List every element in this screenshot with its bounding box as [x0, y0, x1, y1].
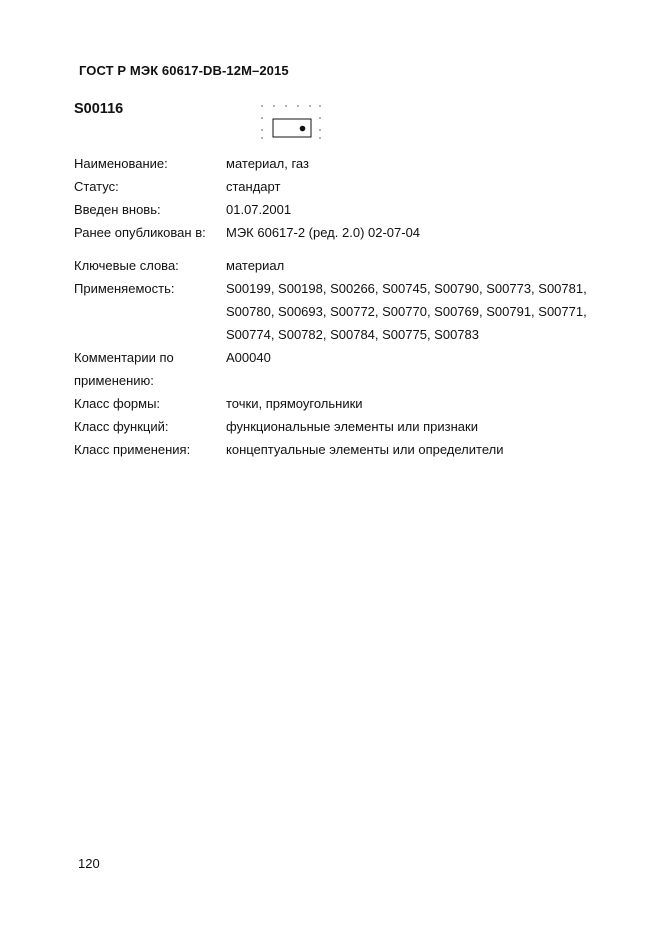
field-label: Ранее опубликован в: — [74, 225, 206, 240]
field-label: Класс применения: — [74, 442, 191, 457]
filled-dot-in-rectangle-icon — [258, 103, 324, 141]
field-label: Ключевые слова: — [74, 258, 179, 273]
field-status — [74, 175, 594, 198]
field-shape-class — [74, 392, 594, 415]
symbol-code: S00116 — [74, 101, 124, 117]
page-number: 120 — [78, 856, 100, 871]
field-value: A00040 — [226, 350, 271, 365]
field-label: Класс функций: — [74, 419, 169, 434]
field-label: Наименование: — [74, 156, 168, 171]
field-value: материал — [226, 258, 285, 273]
field-application-comments — [74, 346, 594, 392]
field-label: Комментарии по применению: — [74, 350, 174, 388]
field-name — [74, 152, 594, 175]
document-header: ГОСТ Р МЭК 60617-DB-12M–2015 — [79, 63, 289, 78]
field-value: МЭК 60617-2 (ред. 2.0) 02-07-04 — [226, 225, 421, 240]
field-value: концептуальные элементы или определители — [226, 442, 504, 457]
field-applicability — [74, 277, 594, 346]
field-value: стандарт — [226, 179, 281, 194]
field-label: Класс формы: — [74, 396, 161, 411]
field-value: материал, газ — [226, 156, 309, 171]
symbol-attributes — [74, 152, 594, 461]
field-function-class — [74, 415, 594, 438]
field-application-class — [74, 438, 594, 461]
field-value: точки, прямоугольники — [226, 396, 363, 411]
field-value: функциональные элементы или признаки — [226, 419, 478, 434]
field-keywords — [74, 254, 594, 277]
field-introduced — [74, 198, 594, 221]
field-label: Введен вновь: — [74, 202, 161, 217]
field-value: S00199, S00198, S00266, S00745, S00790, S00773, S00781, S00780, S00693, S00772, S00770, S00769, S00791, S00771, S00774, S00782, S00784, S00775, S00783 — [226, 281, 587, 342]
field-previously-published — [74, 221, 594, 244]
field-value: 01.07.2001 — [226, 202, 292, 217]
field-label: Статус: — [74, 179, 119, 194]
field-label: Применяемость: — [74, 281, 175, 296]
